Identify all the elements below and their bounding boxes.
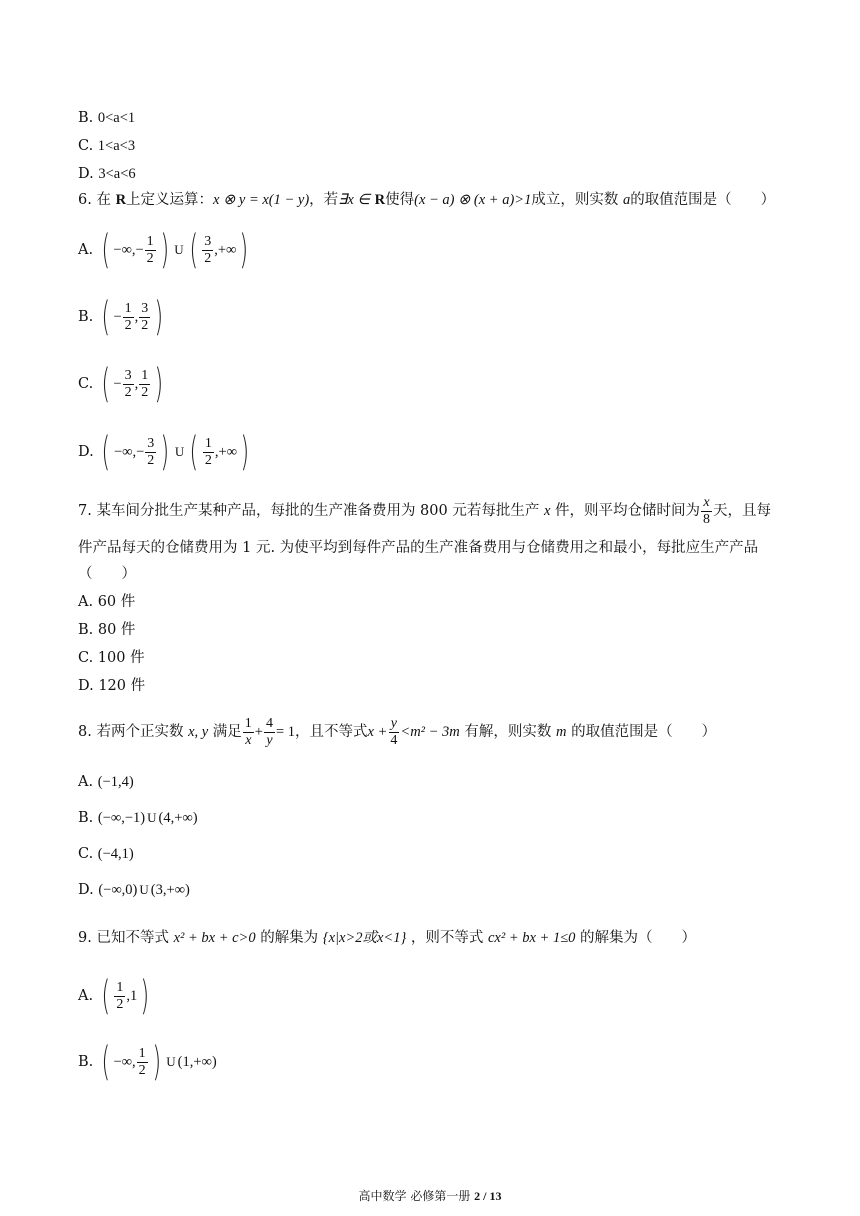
footer-title: 高中数学 必修第一册 bbox=[358, 1189, 471, 1203]
q7-stem-line-1: 7. 某车间分批生产某种产品，每批的生产准备费用为 800 元若每批生产 x 件，则平均仓储时间为 $\frac{x}{8}$ 天，且每 bbox=[78, 494, 771, 527]
q7-option-a: A. 60 件 bbox=[78, 594, 136, 610]
q5-option-d: D. 3<a<6 bbox=[78, 166, 136, 182]
q8-option-b: B. (−∞,−1) U (4,+∞) bbox=[78, 810, 198, 826]
q5-option-c: C. 1<a<3 bbox=[78, 138, 136, 154]
q6-option-a: A. ( −∞,− $\frac{1}{2}$ ) U ( $\frac{3}{2}$ ,+∞) bbox=[78, 227, 249, 273]
q9-stem: 9. 已知不等式 x² + bx + c>0 的解集为 {x|x>2或x<1} ，则不等式 cx² + bx + 1≤0 的解集为（ ） bbox=[78, 930, 697, 946]
q6-stem: 6. 在 R上定义运算：x ⊗ y = x(1 − y)，若∃x ∈ R使得(x − a) ⊗ (x + a)>1成立，则实数 a的取值范围是（ ） bbox=[78, 192, 776, 208]
q8-option-c: C. (−4,1) bbox=[78, 846, 134, 862]
q5-option-b: B. 0<a<1 bbox=[78, 110, 136, 126]
q9-option-a: A. ( $\frac{1}{2}$ ,1) bbox=[78, 973, 150, 1019]
q8-stem: 8. 若两个正实数 x, y 满足 $\frac{1}{x}$ + $\frac{4}{y}$ = 1，且不等式x + $\frac{y}{4}$ <m² − 3m 有解，则实数 m 的取值范围是（ ） bbox=[78, 715, 717, 748]
q7-option-c: C. 100 件 bbox=[78, 650, 145, 666]
page-footer bbox=[0, 1188, 860, 1204]
q6-option-b: B. ( − $\frac{1}{2}$ , $\frac{3}{2}$ ) bbox=[78, 294, 164, 340]
q8-option-a: A. (−1,4) bbox=[78, 774, 134, 790]
q7-option-d: D. 120 件 bbox=[78, 678, 146, 694]
q7-stem-line-3: （ ） bbox=[78, 566, 136, 582]
q7-option-b: B. 80 件 bbox=[78, 622, 136, 638]
q7-stem-line-2: 件产品每天的仓储费用为 1 元. 为使平均到每件产品的生产准备费用与仓储费用之和最小，每批应生产产品 bbox=[78, 540, 759, 556]
page-number: 2 / 13 bbox=[474, 1189, 502, 1203]
q9-option-b: B. ( −∞, $\frac{1}{2}$ ) U (1,+∞) bbox=[78, 1039, 217, 1085]
q6-option-d: D. ( −∞,− $\frac{3}{2}$ ) U ( $\frac{1}{2}$ ,+∞) bbox=[78, 429, 250, 475]
q6-option-c: C. ( − $\frac{3}{2}$ , $\frac{1}{2}$ ) bbox=[78, 361, 164, 407]
q8-option-d: D. (−∞,0) U (3,+∞) bbox=[78, 882, 190, 898]
